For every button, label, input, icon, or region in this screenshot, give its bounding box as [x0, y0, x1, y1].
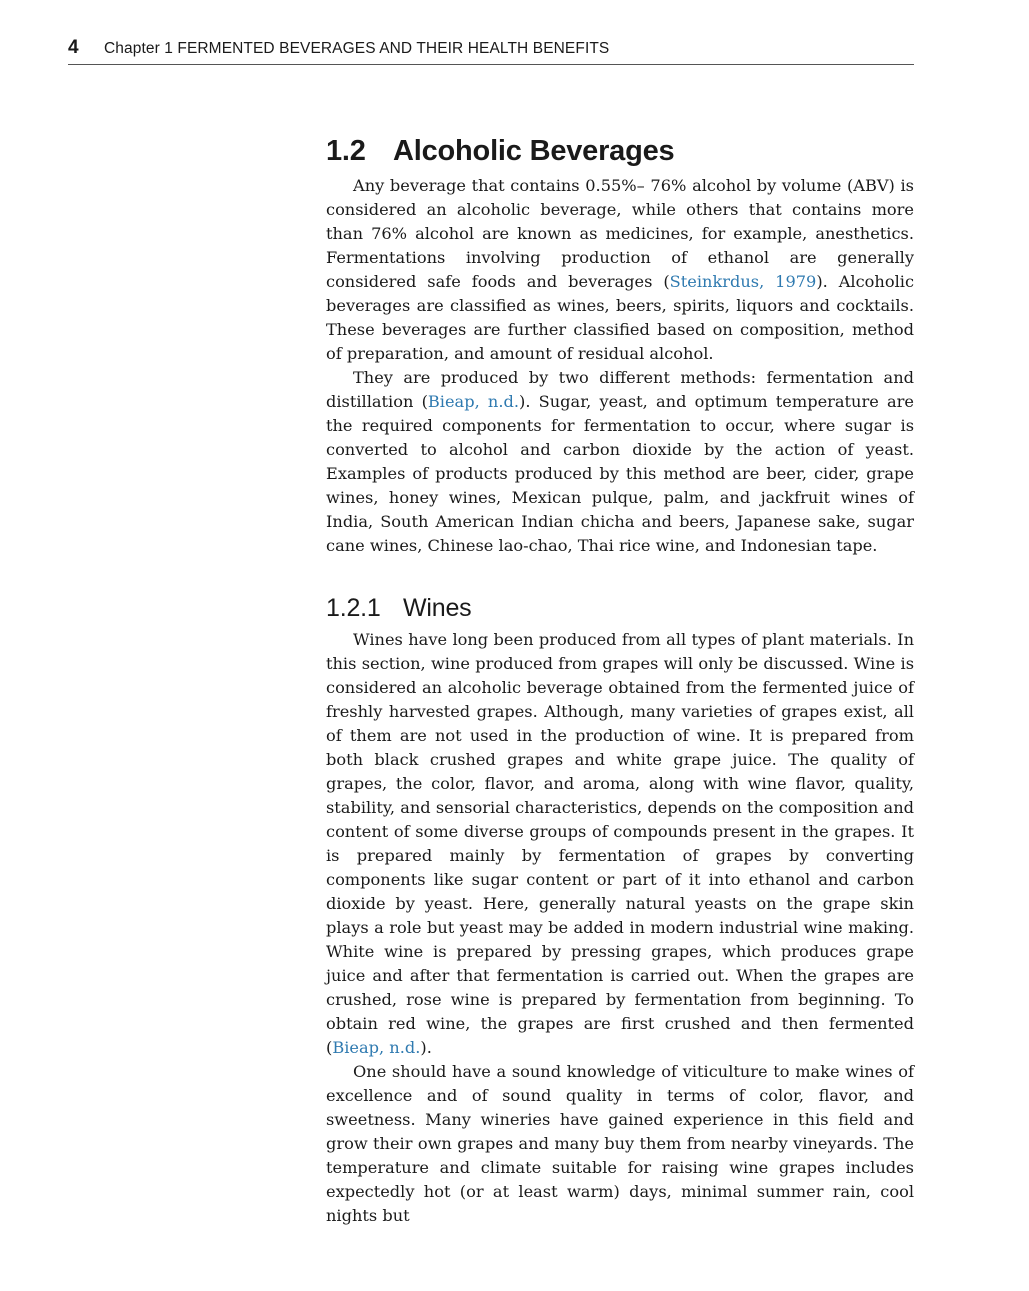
- chapter-title: Chapter 1 FERMENTED BEVERAGES AND THEIR HEALTH BENEFITS: [104, 40, 610, 57]
- paragraph: Wines have long been produced from all types of plant materials. In this section, wine produced from grapes will only be discussed. Wine is considered an alcoholic beverage obtained from the fermented juice of freshly harvested grapes. Although, many varieties of grapes exist, all of them are not used in the production of wine. It is prepared from both black crushed grapes and white grape juice. The quality of grapes, the color, flavor, and aroma, along with wine flavor, quality, stability, and sensorial characteristics, depends on the composition and content of some diverse groups of compounds present in the grapes. It is prepared mainly by fermentation of grapes by converting components like sugar content or part of it into ethanol and carbon dioxide by yeast. Here, generally natural yeasts on the grape skin plays a role but yeast may be added in modern industrial wine making. White wine is prepared by pressing grapes, which produces grape juice and after that fermentation is carried out. When the grapes are crushed, rose wine is prepared by fermentation from beginning. To obtain red wine, the grapes are first crushed and then fermented (Bieap, n.d.).: [326, 630, 914, 1057]
- section-title: Alcoholic Beverages: [393, 135, 675, 167]
- section-number: 1.2: [326, 135, 366, 167]
- paragraph: They are produced by two different methods: fermentation and distillation (Bieap, n.d.). Sugar, yeast, and optimum temperature are the required components for fermentation to occur, where sugar is converted to alcohol and carbon dioxide by the action of yeast. Examples of products produced by this method are beer, cider, grape wines, honey wines, Mexican pulque, palm, and jackfruit wines of India, South American Indian chicha and beers, Japanese sake, sugar cane wines, Chinese lao-chao, Thai rice wine, and Indonesian tape.: [326, 368, 914, 555]
- paragraph: Any beverage that contains 0.55%– 76% alcohol by volume (ABV) is considered an alcoholic beverage, while others that contains more than 76% alcohol are known as medicines, for example, anesthetics. Fermentations involving production of ethanol are generally considered safe foods and beverages (Steinkrdus, 1979). Alcoholic beverages are classified as wines, beers, spirits, liquors and cocktails. These beverages are further classified based on composition, method of preparation, and amount of residual alcohol.: [326, 176, 915, 363]
- main-content: [326, 132, 914, 1228]
- page-number: 4: [68, 37, 79, 58]
- section-heading: [326, 132, 914, 174]
- running-head: [68, 36, 914, 65]
- paragraph: One should have a sound knowledge of viticulture to make wines of excellence and of sound quality in terms of color, flavor, and sweetness. Many wineries have gained experience in this field and grow their own grapes and many buy them from nearby vineyards. The temperature and climate suitable for raising wine grapes includes expectedly hot (or at least warm) days, minimal summer rain, cool nights but: [326, 1062, 914, 1225]
- citation-link[interactable]: Steinkrdus, 1979: [669, 272, 817, 291]
- subsection-number: 1.2.1: [326, 594, 381, 622]
- citation-link[interactable]: Bieap, n.d.: [427, 392, 519, 411]
- subsection-title: Wines: [403, 594, 472, 622]
- citation-link[interactable]: Bieap, n.d.: [332, 1038, 421, 1057]
- subsection-heading: [326, 592, 914, 624]
